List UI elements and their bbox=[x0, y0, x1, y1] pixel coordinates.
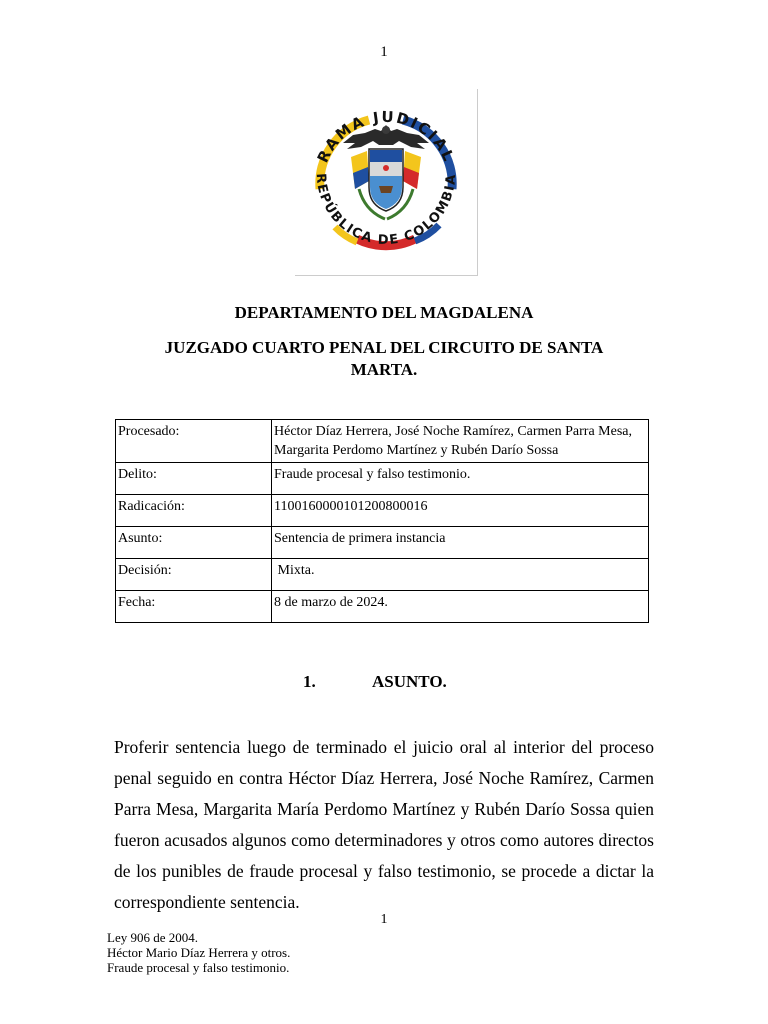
table-row bbox=[116, 559, 649, 591]
seal-arc-bottom-text: REPÚBLICA DE COLOMBIA bbox=[312, 172, 460, 249]
page-number-bottom: 1 bbox=[380, 912, 388, 927]
body-paragraph: Proferir sentencia luego de terminado el juicio oral al interior del proceso penal seguido en contra Héctor Díaz Herrera, José Noche Ramírez, Carmen Parra Mesa, Margarita María Perdomo Martínez y Rubén Darío Sossa quien fueron acusados algunos como determinadores y otros como autores directos de los punibles de fraude procesal y falso testimonio, se procede a dictar la correspondiente sentencia. bbox=[114, 737, 654, 912]
label-decision: Decisión: bbox=[116, 559, 272, 591]
label-radicacion: Radicación: bbox=[116, 495, 272, 527]
value-asunto: Sentencia de primera instancia bbox=[272, 527, 649, 559]
table-row bbox=[116, 591, 649, 623]
footer-line-law: Ley 906 de 2004. bbox=[107, 930, 198, 945]
table-row bbox=[116, 527, 649, 559]
table-row bbox=[116, 420, 649, 463]
value-procesado: Héctor Díaz Herrera, José Noche Ramírez, Carmen Parra Mesa, Margarita Perdomo Martínez y Rubén Darío Sossa bbox=[272, 420, 649, 463]
section-number: 1. bbox=[303, 672, 316, 691]
table-row bbox=[116, 495, 649, 527]
footer bbox=[107, 930, 290, 975]
page-number-top: 1 bbox=[380, 44, 388, 60]
shield-icon bbox=[369, 149, 403, 211]
table-row bbox=[116, 463, 649, 495]
footer-line-parties: Héctor Mario Díaz Herrera y otros. bbox=[107, 945, 291, 960]
section-title: ASUNTO. bbox=[372, 672, 447, 691]
label-asunto: Asunto: bbox=[116, 527, 272, 559]
value-delito: Fraude procesal y falso testimonio. bbox=[272, 463, 649, 495]
footer-line-crime: Fraude procesal y falso testimonio. bbox=[107, 960, 290, 975]
department-heading: DEPARTAMENTO DEL MAGDALENA bbox=[234, 303, 534, 322]
value-radicacion: 110016000010120080001​6 bbox=[272, 495, 649, 527]
case-info-table bbox=[115, 419, 649, 623]
label-procesado: Procesado: bbox=[116, 420, 272, 463]
seal-arc-top-text: RAMA JUDICIAL bbox=[313, 107, 459, 166]
value-decision: Mixta. bbox=[272, 559, 649, 591]
value-fecha: 8 de marzo de 2024. bbox=[272, 591, 649, 623]
label-delito: Delito: bbox=[116, 463, 272, 495]
court-heading: JUZGADO CUARTO PENAL DEL CIRCUITO DE SANTA MARTA. bbox=[164, 338, 604, 379]
rama-judicial-seal bbox=[295, 89, 478, 276]
label-fecha: Fecha: bbox=[116, 591, 272, 623]
